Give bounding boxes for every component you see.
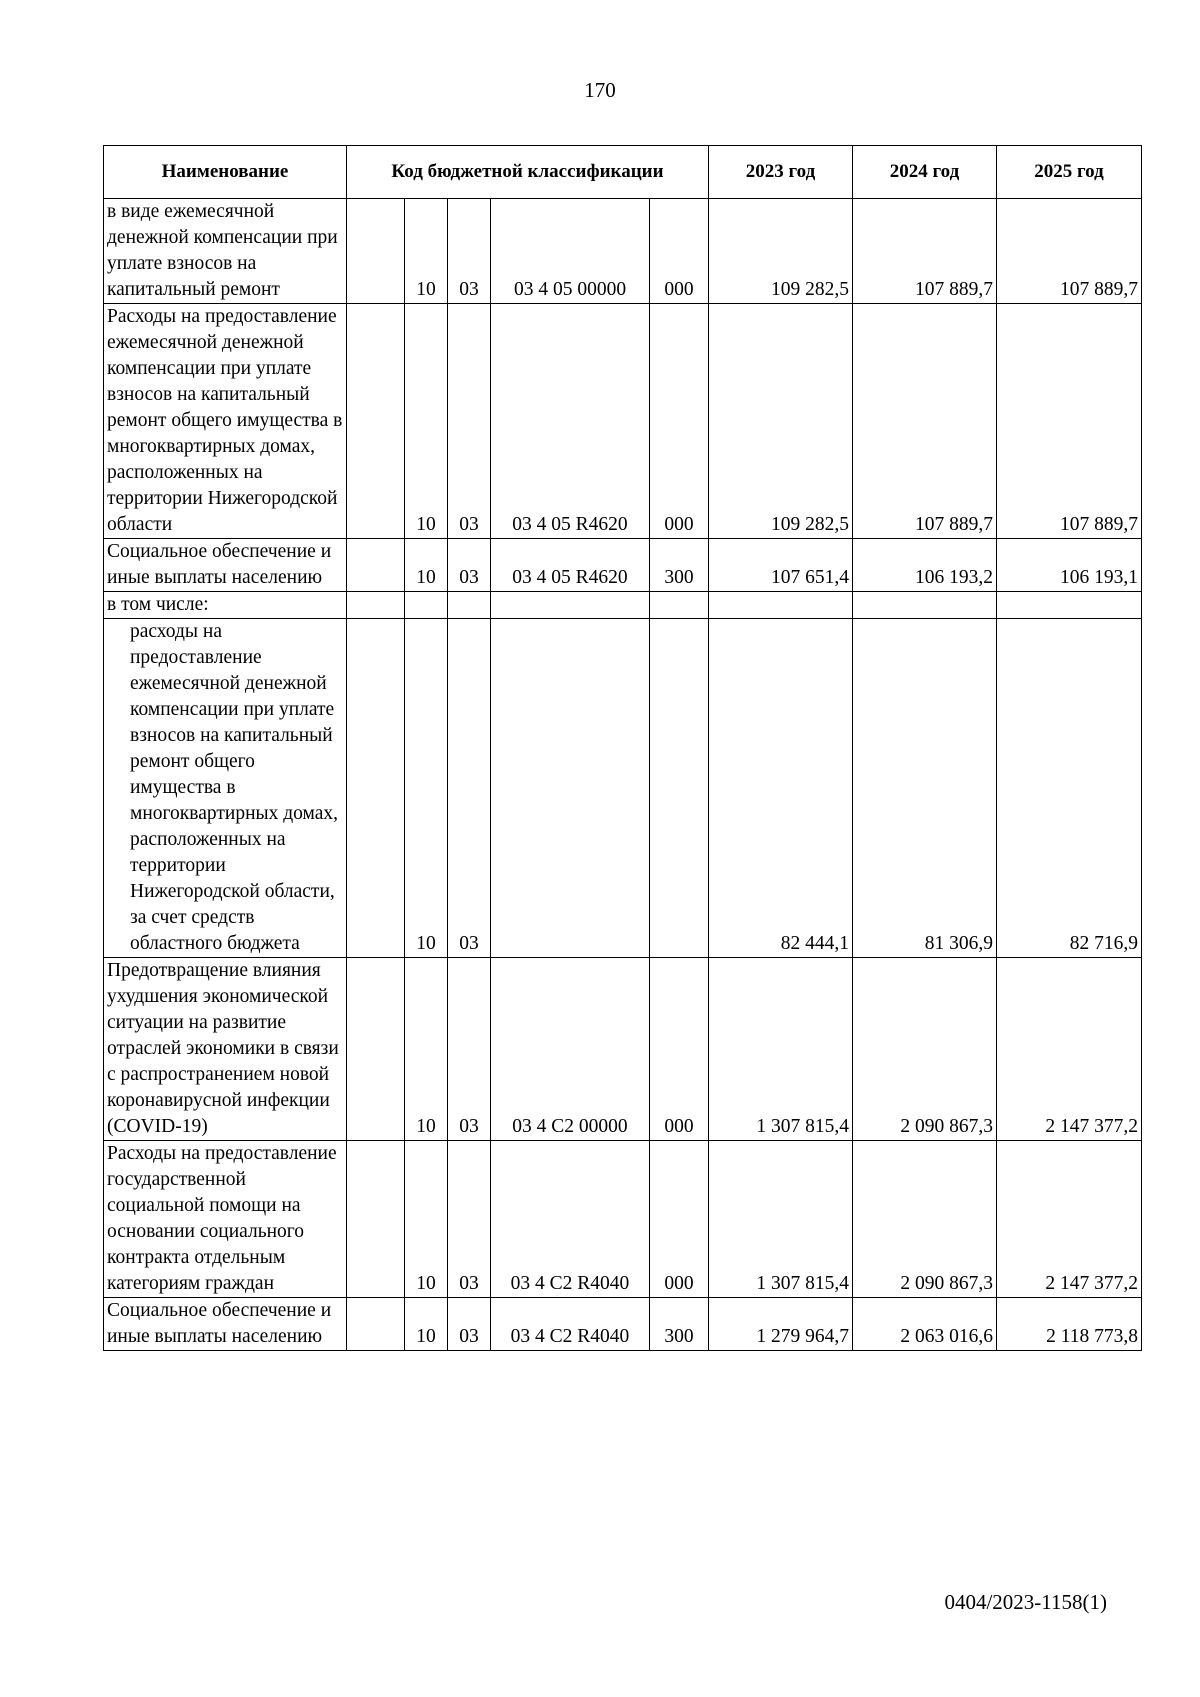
row-2024: 106 193,2 bbox=[853, 539, 997, 592]
row-name: Социальное обеспечение и иные выплаты населению bbox=[104, 1298, 347, 1351]
row-code-type bbox=[650, 619, 709, 958]
row-code-1 bbox=[347, 199, 405, 304]
table-row bbox=[104, 958, 1142, 1141]
row-code-subsection: 03 bbox=[448, 619, 491, 958]
row-code-subsection: 03 bbox=[448, 304, 491, 539]
row-code-section: 10 bbox=[405, 199, 448, 304]
header-2024: 2024 год bbox=[853, 146, 997, 199]
row-name: Предотвращение влияния ухудшения экономической ситуации на развитие отраслей экономики в связи с распространением новой коронавирусной инфекции (COVID-19) bbox=[104, 958, 347, 1141]
row-code-target bbox=[491, 592, 650, 619]
row-code-target: 03 4 C2 00000 bbox=[491, 958, 650, 1141]
row-code-1 bbox=[347, 958, 405, 1141]
row-code-section: 10 bbox=[405, 1141, 448, 1298]
row-code-target: 03 4 05 00000 bbox=[491, 199, 650, 304]
row-2025 bbox=[997, 592, 1142, 619]
row-2023: 1 307 815,4 bbox=[709, 1141, 853, 1298]
row-2023: 82 444,1 bbox=[709, 619, 853, 958]
row-2024: 107 889,7 bbox=[853, 304, 997, 539]
row-2023: 1 307 815,4 bbox=[709, 958, 853, 1141]
row-2024: 107 889,7 bbox=[853, 199, 997, 304]
row-code-type bbox=[650, 592, 709, 619]
row-code-1 bbox=[347, 592, 405, 619]
row-2024: 2 063 016,6 bbox=[853, 1298, 997, 1351]
table-row bbox=[104, 304, 1142, 539]
row-name: Расходы на предоставление ежемесячной денежной компенсации при уплате взносов на капитальный ремонт общего имущества в многоквартирных домах, расположенных на территории Нижегородской области bbox=[104, 304, 347, 539]
row-code-1 bbox=[347, 539, 405, 592]
row-2024: 81 306,9 bbox=[853, 619, 997, 958]
row-2024: 2 090 867,3 bbox=[853, 1141, 997, 1298]
row-2025: 107 889,7 bbox=[997, 199, 1142, 304]
row-code-subsection: 03 bbox=[448, 1298, 491, 1351]
row-code-section: 10 bbox=[405, 958, 448, 1141]
row-name: в том числе: bbox=[104, 592, 347, 619]
table-row bbox=[104, 592, 1142, 619]
row-code-1 bbox=[347, 1141, 405, 1298]
row-2025: 2 147 377,2 bbox=[997, 1141, 1142, 1298]
row-code-1 bbox=[347, 304, 405, 539]
row-name: в виде ежемесячной денежной компенсации при уплате взносов на капитальный ремонт bbox=[104, 199, 347, 304]
row-code-target: 03 4 C2 R4040 bbox=[491, 1298, 650, 1351]
row-2024: 2 090 867,3 bbox=[853, 958, 997, 1141]
row-code-section: 10 bbox=[405, 539, 448, 592]
row-code-1 bbox=[347, 1298, 405, 1351]
table-row bbox=[104, 539, 1142, 592]
row-code-target: 03 4 05 R4620 bbox=[491, 539, 650, 592]
page-number: 170 bbox=[584, 78, 616, 102]
document-code: 0404/2023-1158(1) bbox=[944, 1590, 1107, 1614]
row-2025: 106 193,1 bbox=[997, 539, 1142, 592]
row-code-section: 10 bbox=[405, 1298, 448, 1351]
row-code-type: 000 bbox=[650, 199, 709, 304]
header-2023: 2023 год bbox=[709, 146, 853, 199]
row-code-section: 10 bbox=[405, 304, 448, 539]
row-name: расходы на предоставление ежемесячной денежной компенсации при уплате взносов на капитальный ремонт общего имущества в многоквартирных домах, расположенных на территории Нижегородской области, за счет средств областного бюджета bbox=[104, 619, 347, 958]
row-code-type: 300 bbox=[650, 539, 709, 592]
row-code-section bbox=[405, 592, 448, 619]
row-code-target: 03 4 C2 R4040 bbox=[491, 1141, 650, 1298]
row-name: Расходы на предоставление государственной социальной помощи на основании социального контракта отдельным категориям граждан bbox=[104, 1141, 347, 1298]
table-row bbox=[104, 619, 1142, 958]
row-2023: 109 282,5 bbox=[709, 199, 853, 304]
header-name: Наименование bbox=[104, 146, 347, 199]
row-code-type: 300 bbox=[650, 1298, 709, 1351]
table-row bbox=[104, 199, 1142, 304]
row-2025: 2 147 377,2 bbox=[997, 958, 1142, 1141]
row-code-subsection: 03 bbox=[448, 958, 491, 1141]
row-code-subsection bbox=[448, 592, 491, 619]
header-code: Код бюджетной классификации bbox=[347, 146, 709, 199]
row-code-type: 000 bbox=[650, 1141, 709, 1298]
row-2024 bbox=[853, 592, 997, 619]
header-2025: 2025 год bbox=[997, 146, 1142, 199]
table-row bbox=[104, 1298, 1142, 1351]
row-2025: 82 716,9 bbox=[997, 619, 1142, 958]
row-code-target bbox=[491, 619, 650, 958]
row-code-target: 03 4 05 R4620 bbox=[491, 304, 650, 539]
row-2025: 2 118 773,8 bbox=[997, 1298, 1142, 1351]
table-header-row bbox=[104, 146, 1142, 199]
row-name: Социальное обеспечение и иные выплаты населению bbox=[104, 539, 347, 592]
row-2023 bbox=[709, 592, 853, 619]
table-row bbox=[104, 1141, 1142, 1298]
row-2023: 109 282,5 bbox=[709, 304, 853, 539]
row-2023: 107 651,4 bbox=[709, 539, 853, 592]
row-2023: 1 279 964,7 bbox=[709, 1298, 853, 1351]
row-code-type: 000 bbox=[650, 958, 709, 1141]
row-code-type: 000 bbox=[650, 304, 709, 539]
row-code-1 bbox=[347, 619, 405, 958]
row-2025: 107 889,7 bbox=[997, 304, 1142, 539]
row-code-subsection: 03 bbox=[448, 539, 491, 592]
row-code-section: 10 bbox=[405, 619, 448, 958]
row-code-subsection: 03 bbox=[448, 1141, 491, 1298]
row-code-subsection: 03 bbox=[448, 199, 491, 304]
budget-table bbox=[103, 145, 1142, 1351]
